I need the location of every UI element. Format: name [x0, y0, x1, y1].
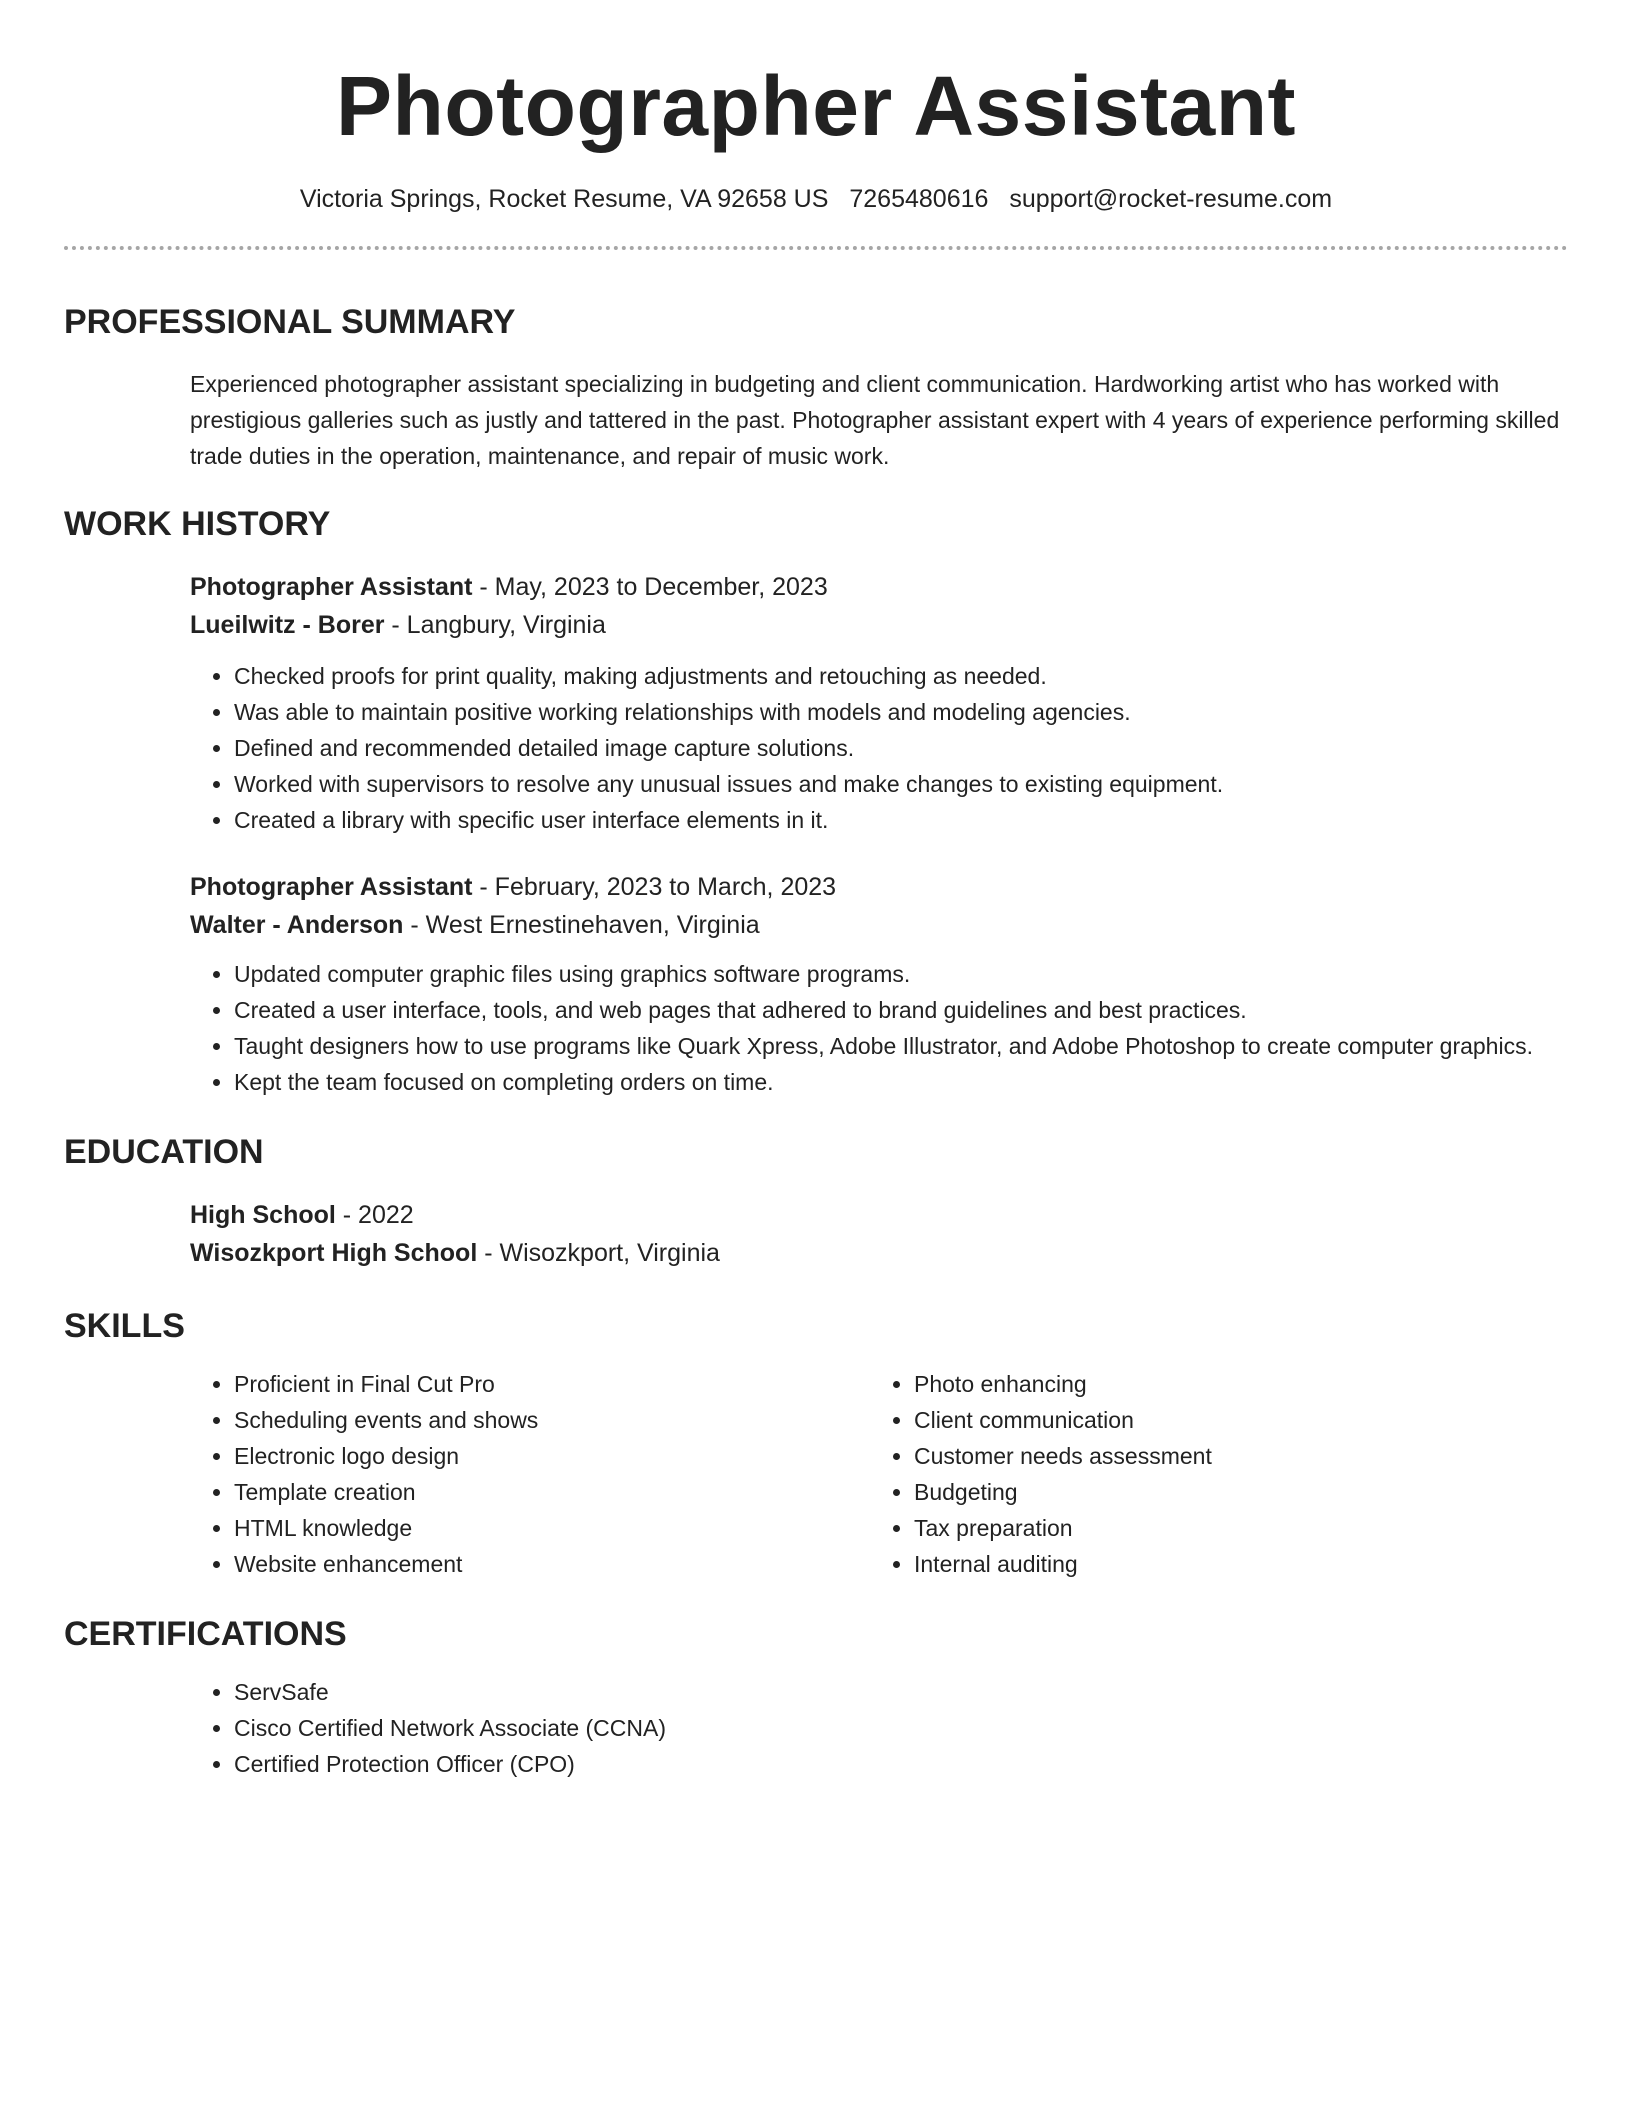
skills-list-left [190, 1366, 870, 1582]
job-bullets [190, 956, 1568, 1100]
job-role: Photographer Assistant [190, 573, 473, 601]
education-section [64, 1130, 1568, 1272]
list-item: • Proficient in Final Cut Pro [234, 1366, 870, 1402]
job-role: Photographer Assistant [190, 873, 473, 901]
list-item: • Client communication [914, 1402, 1550, 1438]
list-item: • Updated computer graphic files using graphics software programs. [234, 956, 1568, 992]
education-school: Wisozkport High School [190, 1239, 478, 1267]
job-dates: - May, 2023 to December, 2023 [472, 573, 828, 601]
summary-text: Experienced photographer assistant specializing in budgeting and client communication. Hardworking artist who has worked with prestigious galleries such as justly and tattered in the past. Photographer assistant expert with 4 years of experience performing skilled trade duties in the operation, maintenance, and repair of music work. [190, 371, 1560, 469]
education-title: EDUCATION [64, 1133, 264, 1171]
work-title: WORK HISTORY [64, 505, 331, 543]
education-year: - 2022 [335, 1201, 414, 1229]
education-school-line [190, 1234, 1568, 1272]
list-item: • Kept the team focused on completing orders on time. [234, 1064, 1568, 1100]
list-item: • Budgeting [914, 1474, 1550, 1510]
summary-body [190, 366, 1568, 474]
job-company-line [190, 906, 1568, 944]
education-degree: High School [190, 1201, 336, 1229]
list-item: • Customer needs assessment [914, 1438, 1550, 1474]
list-item: • Photo enhancing [914, 1366, 1550, 1402]
certifications-list [190, 1674, 1568, 1782]
list-item: • Template creation [234, 1474, 870, 1510]
job-entry [190, 868, 1568, 1100]
job-location: - Langbury, Virginia [384, 611, 606, 639]
skills-list-right [870, 1366, 1550, 1582]
skills-column-right [870, 1366, 1550, 1582]
list-item: • Created a library with specific user interface elements in it. [234, 802, 1568, 838]
job-dates: - February, 2023 to March, 2023 [472, 873, 837, 901]
education-entry [190, 1196, 1568, 1272]
contact-address: Victoria Springs, Rocket Resume, VA 92658 US [299, 185, 829, 213]
certifications-section [64, 1612, 1568, 1782]
list-item: • Certified Protection Officer (CPO) [234, 1746, 1568, 1782]
summary-title: PROFESSIONAL SUMMARY [64, 303, 516, 341]
work-section [64, 502, 1568, 1100]
skills-column-left [190, 1366, 870, 1582]
list-item: • Scheduling events and shows [234, 1402, 870, 1438]
header-divider [64, 246, 1568, 250]
education-degree-line [190, 1196, 1568, 1234]
contact-line [64, 182, 1568, 216]
job-location: - West Ernestinehaven, Virginia [403, 911, 760, 939]
list-item: • Created a user interface, tools, and web pages that adhered to brand guidelines and best practices. [234, 992, 1568, 1028]
skills-section [64, 1304, 1568, 1582]
list-item: • Taught designers how to use programs like Quark Xpress, Adobe Illustrator, and Adobe Photoshop to create computer graphics. [234, 1028, 1568, 1064]
certifications-title: CERTIFICATIONS [64, 1615, 347, 1653]
certifications-body [190, 1674, 1568, 1782]
list-item: • ServSafe [234, 1674, 1568, 1710]
job-entry [190, 568, 1568, 838]
job-role-line [190, 868, 1568, 906]
list-item: • Cisco Certified Network Associate (CCNA) [234, 1710, 1568, 1746]
job-company-line [190, 606, 1568, 644]
job-company: Lueilwitz - Borer [190, 611, 385, 639]
education-location: - Wisozkport, Virginia [477, 1239, 720, 1267]
skills-title: SKILLS [64, 1307, 185, 1345]
list-item: • Worked with supervisors to resolve any unusual issues and make changes to existing equipment. [234, 766, 1568, 802]
job-role-line [190, 568, 1568, 606]
summary-section [64, 300, 1568, 474]
contact-email: support@rocket-resume.com [1009, 185, 1333, 213]
skills-grid [190, 1366, 1568, 1582]
list-item: • Electronic logo design [234, 1438, 870, 1474]
list-item: • Defined and recommended detailed image capture solutions. [234, 730, 1568, 766]
contact-phone: 7265480616 [849, 185, 989, 213]
job-bullets [190, 658, 1568, 838]
list-item: • Internal auditing [914, 1546, 1550, 1582]
list-item: • Tax preparation [914, 1510, 1550, 1546]
list-item: • Checked proofs for print quality, making adjustments and retouching as needed. [234, 658, 1568, 694]
list-item: • Website enhancement [234, 1546, 870, 1582]
list-item: • HTML knowledge [234, 1510, 870, 1546]
resume-name: Photographer Assistant [335, 59, 1297, 153]
list-item: • Was able to maintain positive working relationships with models and modeling agencies. [234, 694, 1568, 730]
job-company: Walter - Anderson [190, 911, 404, 939]
